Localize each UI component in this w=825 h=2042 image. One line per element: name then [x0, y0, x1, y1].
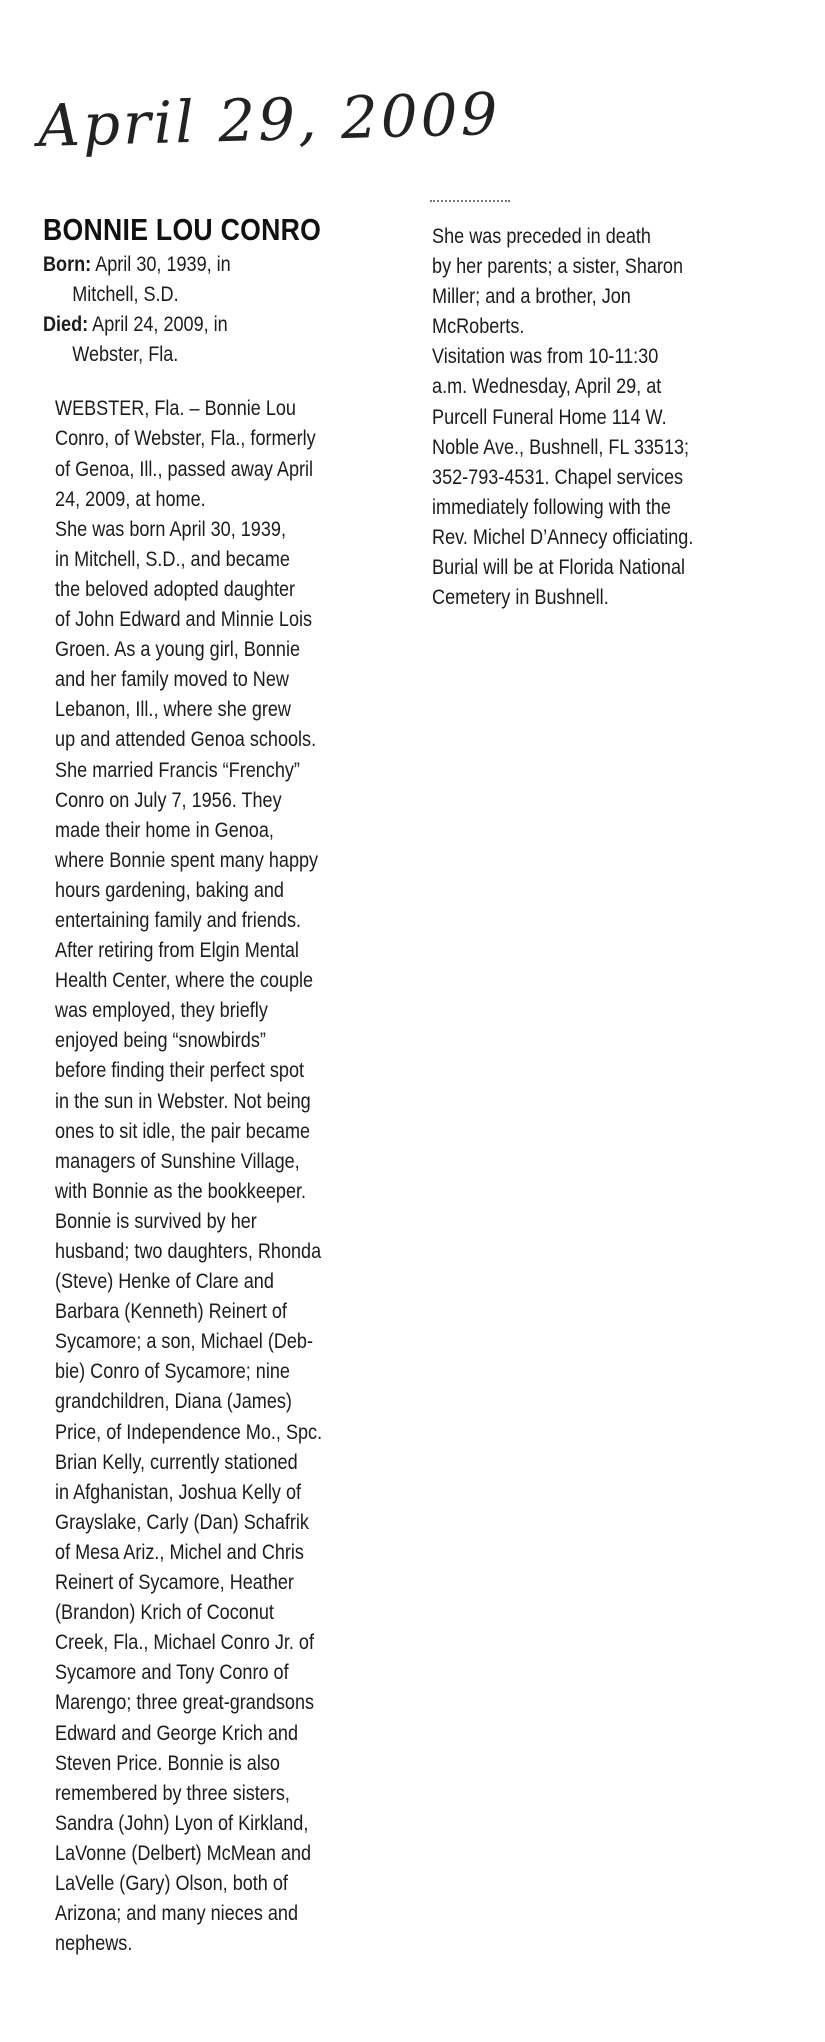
paragraph-line: hours gardening, baking and: [55, 878, 284, 902]
paragraph-line: of Genoa, Ill., passed away April: [55, 457, 314, 481]
paragraph-line: LaVonne (Delbert) McMean and: [55, 1841, 312, 1865]
paragraph-line: Groen. As a young girl, Bonnie: [55, 638, 301, 662]
paragraph-line: Bonnie is survived by her: [55, 1209, 257, 1233]
paragraph-line: and her family moved to New: [55, 668, 289, 692]
paragraph-line: of Mesa Ariz., Michel and Chris: [55, 1540, 304, 1564]
paragraph-line: Sandra (John) Lyon of Kirkland,: [55, 1811, 309, 1835]
paragraph-line: husband; two daughters, Rhonda: [55, 1240, 322, 1263]
paragraph-line: Brian Kelly, currently stationed: [55, 1450, 298, 1474]
left-paragraph: [43, 1207, 365, 1959]
left-paragraph: [43, 394, 365, 514]
paragraph-line: Edward and George Krich and: [55, 1721, 299, 1745]
paragraph-line: of John Edward and Minnie Lois: [55, 608, 313, 632]
died-place: Webster, Fla.: [72, 343, 179, 367]
paragraph-line: (Steve) Henke of Clare and: [55, 1270, 274, 1294]
paragraph-line: with Bonnie as the bookkeeper.: [55, 1179, 307, 1203]
paragraph-line: remembered by three sisters,: [55, 1781, 290, 1805]
paragraph-line: a.m. Wednesday, April 29, at: [432, 375, 662, 399]
died-value: April 24, 2009, in: [92, 313, 228, 337]
paragraph-line: WEBSTER, Fla. – Bonnie Lou: [55, 397, 296, 421]
born-value: April 30, 1939, in: [95, 253, 231, 276]
paragraph-line: She married Francis “Frenchy”: [55, 758, 300, 782]
paragraph-line: Barbara (Kenneth) Reinert of: [55, 1300, 287, 1324]
paragraph-line: Burial will be at Florida National: [432, 556, 686, 580]
paragraph-line: Marengo; three great-grandsons: [55, 1691, 315, 1715]
left-paragraph: [43, 515, 365, 1207]
paragraph-line: in the sun in Webster. Not being: [55, 1089, 311, 1113]
paragraph-line: Price, of Independence Mo., Spc.: [55, 1420, 323, 1444]
paragraph-line: Purcell Funeral Home 114 W.: [432, 405, 667, 429]
paragraph-line: Rev. Michel D’Annecy officiating.: [432, 525, 694, 549]
paragraph-line: Lebanon, Ill., where she grew: [55, 698, 291, 722]
paragraph-line: nephews.: [55, 1932, 133, 1956]
paragraph-line: entertaining family and friends.: [55, 908, 301, 932]
paragraph-line: Miller; and a brother, Jon: [432, 285, 631, 309]
obituary-left-body: [43, 394, 365, 1959]
paragraph-line: made their home in Genoa,: [55, 818, 274, 842]
paragraph-line: She was born April 30, 1939,: [55, 517, 286, 541]
paragraph-line: enjoyed being “snowbirds”: [55, 1029, 266, 1053]
paragraph-line: Noble Ave., Bushnell, FL 33513;: [432, 435, 690, 459]
paragraph-line: LaVelle (Gary) Olson, both of: [55, 1871, 288, 1895]
paragraph-line: Sycamore and Tony Conro of: [55, 1661, 289, 1685]
paragraph-line: Arizona; and many nieces and: [55, 1902, 299, 1926]
clipping-cut-edge: [430, 200, 510, 208]
paragraph-line: managers of Sunshine Village,: [55, 1149, 300, 1173]
born-label: Born:: [43, 253, 92, 276]
paragraph-line: 352-793-4531. Chapel services: [432, 465, 684, 489]
right-paragraph: [420, 342, 742, 613]
paragraph-line: Creek, Fla., Michael Conro Jr. of: [55, 1631, 314, 1655]
paragraph-line: by her parents; a sister, Sharon: [432, 255, 684, 279]
died-label: Died:: [43, 313, 89, 337]
paragraph-line: (Brandon) Krich of Coconut: [55, 1601, 274, 1625]
obituary-left-column: [43, 212, 365, 1959]
paragraph-line: immediately following with the: [432, 495, 671, 519]
paragraph-line: bie) Conro of Sycamore; nine: [55, 1360, 290, 1384]
paragraph-line: in Mitchell, S.D., and became: [55, 547, 290, 571]
paragraph-line: After retiring from Elgin Mental: [55, 939, 299, 963]
paragraph-line: ones to sit idle, the pair became: [55, 1119, 311, 1143]
right-paragraph: [420, 222, 742, 342]
paragraph-line: Conro, of Webster, Fla., formerly: [55, 427, 316, 451]
paragraph-line: grandchildren, Diana (James): [55, 1390, 292, 1414]
paragraph-line: Health Center, where the couple: [55, 969, 314, 993]
section-gap: [43, 370, 365, 394]
paragraph-line: the beloved adopted daughter: [55, 577, 296, 601]
paragraph-line: where Bonnie spent many happy: [55, 848, 319, 872]
paragraph-line: Visitation was from 10-11:30: [432, 345, 659, 369]
paragraph-line: Sycamore; a son, Michael (Deb-: [55, 1330, 313, 1354]
paragraph-line: McRoberts.: [432, 315, 525, 339]
obituary-name: BONNIE LOU CONRO: [43, 212, 322, 247]
paragraph-line: Reinert of Sycamore, Heather: [55, 1571, 294, 1595]
handwritten-date-note: April 29, 2009: [37, 79, 502, 160]
paragraph-line: Steven Price. Bonnie is also: [55, 1751, 280, 1775]
paragraph-line: before finding their perfect spot: [55, 1059, 305, 1083]
obituary-right-column: [420, 222, 742, 613]
paragraph-line: Cemetery in Bushnell.: [432, 586, 609, 610]
paragraph-line: She was preceded in death: [432, 225, 651, 248]
obituary-right-body: [420, 222, 742, 613]
paragraph-line: up and attended Genoa schools.: [55, 728, 317, 752]
born-place: Mitchell, S.D.: [72, 283, 179, 307]
paragraph-line: was employed, they briefly: [55, 999, 268, 1023]
paragraph-line: Grayslake, Carly (Dan) Schafrik: [55, 1510, 309, 1534]
paragraph-line: 24, 2009, at home.: [55, 487, 206, 511]
paragraph-line: in Afghanistan, Joshua Kelly of: [55, 1480, 302, 1504]
died-line: [43, 310, 365, 370]
paragraph-line: Conro on July 7, 1956. They: [55, 788, 282, 812]
born-line: [43, 250, 365, 310]
